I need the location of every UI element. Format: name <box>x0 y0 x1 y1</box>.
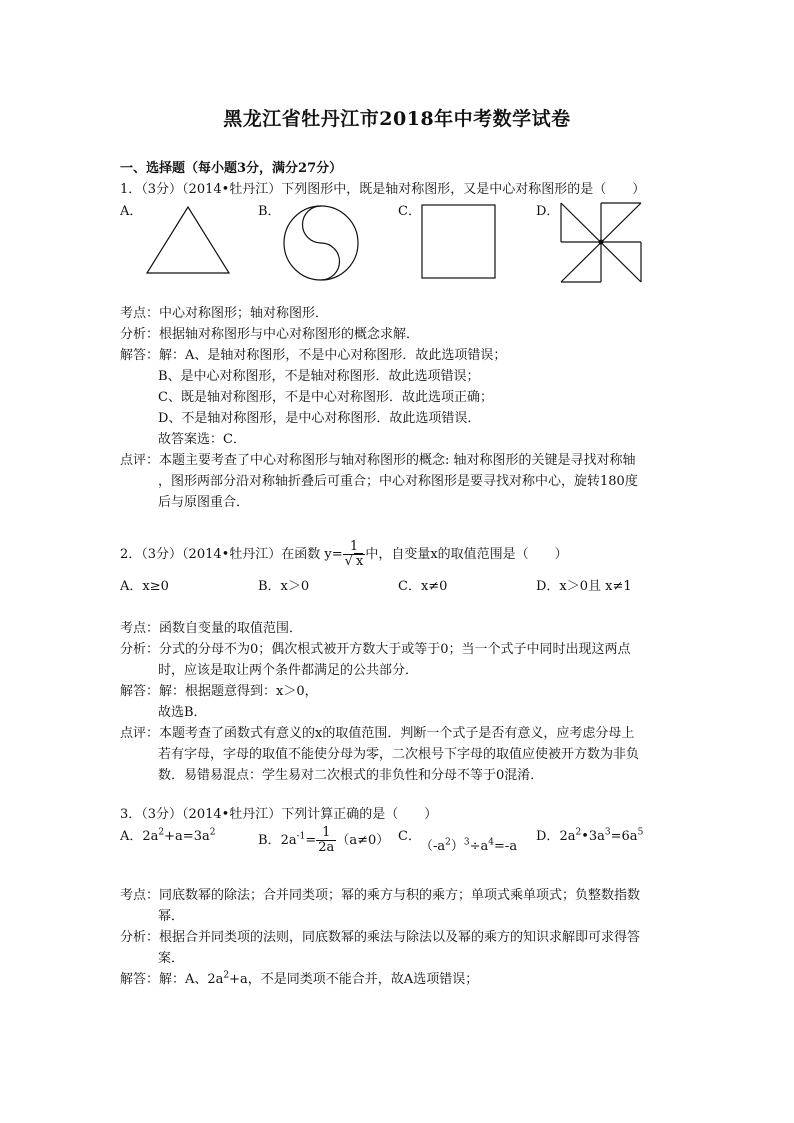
q3-opt-b-den: 2a <box>318 840 335 855</box>
q2-stem-post: 中，自变量x的取值范围是（ ） <box>365 547 568 562</box>
q1-dianping-1: ，图形两部分沿对称轴折叠后可重合；中心对称图形是要寻找对称中心，旋转180度 <box>158 474 638 489</box>
triangle-figure <box>143 205 233 277</box>
q2-jieda-0: 解答：解：根据题意得到：x＞0， <box>120 684 318 699</box>
q3-opt-c-3: 3 <box>463 837 470 848</box>
q3-stem: 3．（3分）（2014•牡丹江）下列计算正确的是（ ） <box>120 807 438 822</box>
q1-jieda-0: 解答：解：A、是轴对称图形，不是中心对称图形．故此选项错误； <box>120 348 507 363</box>
q2-stem <box>120 538 568 572</box>
q2-fenxi-0: 分析：分式的分母不为0；偶次根式被开方数大于或等于0；当一个式子中同时出现这两点 <box>120 642 631 657</box>
q3-opt-c-6: =-a <box>494 839 518 854</box>
q3-opt-a-label: A． <box>120 829 143 844</box>
q3-option-d <box>536 828 643 846</box>
q3-fenxi-1: 案． <box>158 951 185 966</box>
q2-dianping-1: 若有字母，字母的取值不能使分母为零，二次根号下字母的取值应使被开方数为非负 <box>158 747 640 762</box>
q2-sqrt-x: x <box>355 554 364 569</box>
q3-opt-d-5: 5 <box>637 827 644 838</box>
yinyang-figure <box>281 203 361 283</box>
q3-opt-c-1: 2 <box>445 837 451 848</box>
q2-kaodian: 考点：函数自变量的取值范围． <box>120 621 303 636</box>
q2-fraction <box>343 540 366 569</box>
q3-opt-c-2: ） <box>450 839 464 854</box>
q3-opt-d-4: =6a <box>610 829 638 844</box>
q3-opt-b-label: B． <box>258 833 281 848</box>
q3-opt-d-3: 3 <box>604 827 611 838</box>
q2-dianping-2: 数．易错易混点：学生易对二次根式的非负性和分母不等于0混淆． <box>158 768 544 783</box>
q1-option-d-label: D． <box>536 204 560 219</box>
q1-jieda-3: D、不是轴对称图形，是中心对称图形．故此选项错误． <box>158 411 481 426</box>
q3-opt-a-1: 2 <box>158 827 165 838</box>
q3-opt-a-3: 2 <box>209 827 216 838</box>
q3-opt-d-0: 2a <box>559 829 576 844</box>
q3-opt-d-label: D． <box>536 829 560 844</box>
q2-frac-den: √ x <box>344 554 364 569</box>
q1-option-a-label: A． <box>120 204 143 219</box>
q1-dianping-0: 点评：本题主要考查了中心对称图形与轴对称图形的概念: 轴对称图形的关键是寻找对称轴 <box>120 453 636 468</box>
q3-kaodian-1: 幂． <box>158 909 185 924</box>
square-figure <box>419 203 499 281</box>
q1-kaodian: 考点：中心对称图形；轴对称图形． <box>120 306 329 321</box>
q1-dianping-2: 后与原图重合． <box>158 495 250 510</box>
q3-opt-b-post: （a≠0） <box>336 833 390 848</box>
section-heading: 一、选择题（每小题3分，满分27分） <box>120 161 343 176</box>
q3-jieda-sup: 2 <box>223 970 230 981</box>
q1-jieda-4: 故答案选：C． <box>158 432 246 447</box>
q3-opt-a-0: 2a <box>142 829 159 844</box>
q3-jieda-pre: 解答：解：A、2a <box>120 972 224 987</box>
q1-option-b-label: B． <box>258 204 281 219</box>
q2-frac-num: 1 <box>343 540 366 555</box>
q3-option-c <box>420 838 517 856</box>
q3-opt-b-eq: = <box>305 833 317 848</box>
q3-fenxi-0: 分析：根据合并同类项的法则，同底数幂的乘法与除法以及幂的乘方的知识求解即可求得答 <box>120 930 641 945</box>
q2-option-b: B．x＞0 <box>258 579 310 594</box>
q3-opt-b-sup: -1 <box>296 831 306 842</box>
q3-opt-b-fraction <box>316 826 336 855</box>
q1-jieda-1: B、是中心对称图形，不是轴对称图形．故此选项错误； <box>158 369 480 384</box>
q3-kaodian-0: 考点：同底数幂的除法；合并同类项；幂的乘方与积的乘方；单项式乘单项式；负整数指数 <box>120 888 641 903</box>
q2-fenxi-1: 时，应该是取让两个条件都满足的公共部分． <box>158 663 419 678</box>
q2-stem-pre: 2．（3分）（2014•牡丹江）在函数 y= <box>120 547 343 562</box>
q2-option-d: D．x＞0且 x≠1 <box>536 579 632 594</box>
q3-option-a <box>120 828 215 846</box>
q1-stem: 1．（3分）（2014•牡丹江）下列图形中，既是轴对称图形，又是中心对称图形的是（ ） <box>120 182 646 197</box>
q2-option-a: A．x≥0 <box>120 579 169 594</box>
q2-jieda-1: 故选B． <box>158 705 207 720</box>
q3-opt-d-2: •3a <box>581 829 605 844</box>
q3-opt-a-2: +a=3a <box>164 829 210 844</box>
q2-option-c: C．x≠0 <box>398 579 448 594</box>
q3-opt-c-0: （-a <box>420 839 446 854</box>
q2-dianping-0: 点评：本题考查了函数式有意义的x的取值范围．判断一个式子是否有意义，应考虑分母上 <box>120 726 635 741</box>
pinwheel-figure <box>558 201 644 285</box>
q3-opt-d-1: 2 <box>575 827 582 838</box>
q3-opt-c-5: 4 <box>488 837 495 848</box>
q3-jieda-post: +a，不是同类项不能合并，故A选项错误； <box>229 972 479 987</box>
q1-jieda-2: C、既是轴对称图形，不是中心对称图形．故此选项正确； <box>158 390 493 405</box>
q1-fenxi: 分析：根据轴对称图形与中心对称图形的概念求解． <box>120 327 420 342</box>
q3-option-b <box>258 824 389 858</box>
q1-option-c-label: C． <box>398 204 421 219</box>
q3-opt-c-4: ÷a <box>469 839 489 854</box>
page-title: 黑龙江省牡丹江市2018年中考数学试卷 <box>223 108 571 130</box>
q3-opt-b-pre: 2a <box>280 833 297 848</box>
q3-option-c-label: C． <box>398 829 421 844</box>
q3-jieda <box>120 971 478 989</box>
q3-opt-b-num: 1 <box>316 826 336 841</box>
